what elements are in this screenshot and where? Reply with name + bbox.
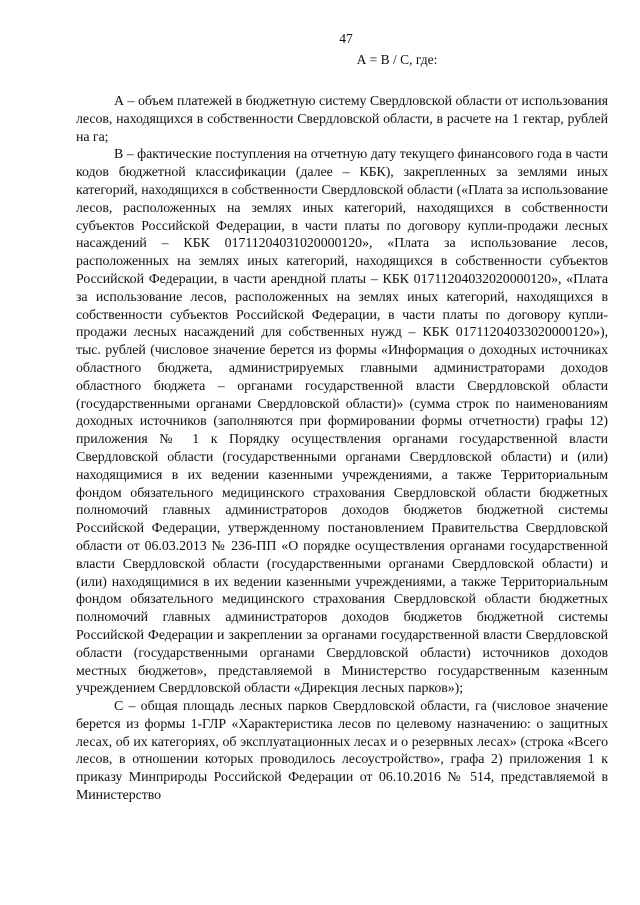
document-page xyxy=(76,30,608,805)
paragraph-definition-c: С – общая площадь лесных парков Свердловской области, га (числовое значение берется из формы 1-ГЛР «Характеристика лесов по целевому назначению: о защитных лесах, об их категориях, об эксплуатационных лесах и о резервных лесах» (строка «Всего лесов, в отношении которых проводилось лесоустройство», графа 2) приложения 1 к приказу Минприроды Российской Федерации от 06.10.2016 № 514, представляемой в Министерство xyxy=(76,699,608,804)
document-body xyxy=(76,93,608,805)
formula: А = В / С, где: xyxy=(356,52,438,67)
paragraph-definition-a: А – объем платежей в бюджетную систему Свердловской области от использования лесов, находящихся в собственности Свердловской области, в расчете на 1 гектар, рублей на га; xyxy=(76,94,608,145)
page-number: 47 xyxy=(339,31,353,46)
paragraph-definition-b: В – фактические поступления на отчетную дату текущего финансового года в части кодов бюджетной классификации (далее – КБК), закрепленных за землями иных категорий, находящихся в собственности Свердловской области («Плата за использование лесов, расположенных на землях иных категорий, находящихся в собственности субъектов Российской Федерации, в части платы по договору купли-продажи лесных насаждений – КБК 01711204031020000120», «Плата за использование лесов, расположенных на землях иных категорий, находящихся в собственности субъектов Российской Федерации, в части арендной платы – КБК 01711204032020000120», «Плата за использование лесов, расположенных на землях иных категорий, находящихся в собственности субъектов Российской Федерации, в части платы по договору купли-продажи лесных насаждений для собственных нужд – КБК 01711204033020000120»), тыс. рублей (числовое значение берется из формы «Информация о доходных источниках областного бюджета, администрируемых главными администраторами доходов областного бюджета – органами государственной власти Свердловской области (государственными органами Свердловской области)» (сумма строк по наименованиям доходных источников (заполняются при формировании формы отчетности) графы 12) приложения № 1 к Порядку осуществления органами государственной власти Свердловской области (государственными органами Свердловской области) и (или) находящимися в их ведении казенными учреждениями, а также Территориальным фондом обязательного медицинского страхования Свердловской области бюджетных полномочий главных администраторов доходов бюджетов бюджетной системы Российской Федерации, утвержденному постановлением Правительства Свердловской области от 06.03.2013 № 236-ПП «О порядке осуществления органами государственной власти Свердловской области (государственными органами Свердловской области) и (или) находящимися в их ведении казенными учреждениями, а также Территориальным фондом обязательного медицинского страхования Свердловской области бюджетных полномочий главных администраторов доходов бюджетов бюджетной системы Российской Федерации и закреплении за органами государственной власти Свердловской области (государственными органами Свердловской области) источников доходов местных бюджетов», представляемой в Министерство государственным казенным учреждением Свердловской области «Дирекция лесных парков»); xyxy=(76,147,608,697)
